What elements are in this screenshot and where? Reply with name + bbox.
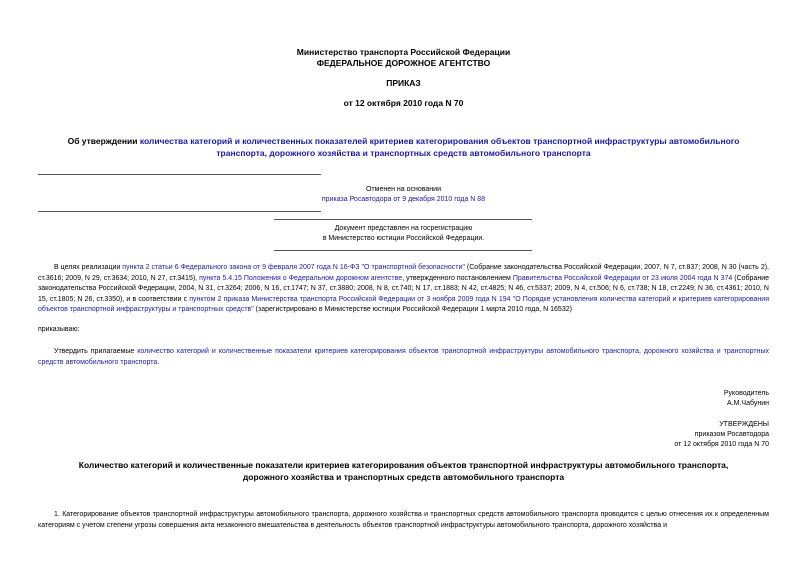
signature-role: Руководитель [723, 390, 769, 397]
preamble-link-order[interactable]: пунктом 2 приказа Министерства транспорта Российской Федерации от 3 ноября 2009 года N 194 "О Порядке установления количества категорий и критериев категорирования объектов транспортной инфраструктуры и транспортных средств" [38, 295, 769, 314]
preamble-link-regulation[interactable]: пункта 5.4.15 Положения о Федеральном дорожном агентстве [199, 274, 403, 282]
signature-name: А.М.Чабунин [727, 400, 769, 407]
cancel-notice [266, 185, 541, 205]
registration-notice-line2: в Министерство юстиции Российской Федерации. [322, 235, 485, 242]
divider-line [274, 219, 532, 220]
approved-line1: УТВЕРЖДЕНЫ [719, 421, 769, 428]
ministry-name: Министерство транспорта Российской Федерации [296, 47, 511, 57]
approve-link[interactable]: количество категорий и количественные показатели критериев категорирования объектов транспортной инфраструктуры автомобильного транспорта, дорожного хозяйства и транспортных средств автомобильного транспорта [38, 348, 769, 366]
divider-line [274, 250, 532, 251]
document-type: ПРИКАЗ [386, 78, 421, 88]
approve-paragraph [38, 347, 769, 368]
document-title [45, 136, 762, 159]
order-word: приказываю: [38, 326, 80, 333]
section-title: Количество категорий и количественные показатели критериев категорирования объектов транспортной инфраструктуры автомобильного транспорта, дорожного хозяйства и транспортных средств автомобильного транспорта [78, 460, 729, 482]
approved-line3: от 12 октября 2010 года N 70 [674, 441, 769, 448]
preamble-text: , утвержденного постановлением [402, 274, 513, 282]
registration-notice-line1: Документ представлен на госрегистрацию [334, 225, 473, 232]
cancel-notice-text: Отменен на основании [365, 186, 441, 193]
cancel-notice-link[interactable]: приказа Росавтодора от 9 декабря 2010 года N 88 [321, 196, 486, 203]
document-date-number: от 12 октября 2010 года N 70 [343, 98, 464, 108]
preamble-text: В целях реализации [54, 264, 123, 271]
approved-block [674, 420, 769, 450]
preamble-text: (Собрание законодательства Российской Федерации, 2007, N 7, ст.837; 2008, N 30 (часть 2), ст.3616; 2009, N 29, ст.3634; 2010, N 27, ст.3415), [38, 264, 769, 282]
approve-text: . [157, 358, 160, 366]
preamble-link-resolution[interactable]: Правительства Российской Федерации от 23 июля 2004 года N 374 [512, 274, 733, 282]
title-link[interactable]: количества категорий и количественных показателей критериев категорирования объектов транспортной инфраструктуры автомобильного транспорта, дорожного хозяйства и транспортных средств автомобильного транспорта [139, 136, 740, 158]
preamble-link-law[interactable]: пункта 2 статьи 6 Федерального закона от 9 февраля 2007 года N 16-ФЗ "О транспортной безопасности" [122, 264, 465, 271]
title-prefix: Об утверждении [67, 136, 140, 146]
divider-line [38, 174, 321, 175]
signature-block [724, 389, 769, 409]
clause-1: 1. Категорирование объектов транспортной инфраструктуры автомобильного транспорта, дорожного хозяйства и транспортных средств автомобильного транспорта проводится с целью отнесения их к определенным категориям с учетом степени угрозы совершения акта незаконного вмешательства в деятельность объектов транспортной инфраструктуры автомобильного транспорта, дорожного хозяйства и [38, 511, 769, 529]
preamble-text: (зарегистрировано в Министерстве юстиции Российской Федерации 1 марта 2010 года, N 16532) [253, 306, 572, 314]
agency-name: ФЕДЕРАЛЬНОЕ ДОРОЖНОЕ АГЕНТСТВО [316, 58, 491, 68]
approve-text: Утвердить прилагаемые [54, 348, 138, 355]
preamble-text: (Собрание законодательства Российской Федерации, 2004, N 31, ст.3264; 2006, N 16, ст.1747; N 37, ст.3880; 2008, N 8, ст.740; N 17, ст.1883; N 42, ст.4825; N 46, ст.5337; 2009, N 4, ст.506; N 6, ст.738; N 18, ст.2249; N 36, ст.4361; 2010, N 15, ст.1805; N 26, ст.3350), и в соответствии с [38, 274, 769, 303]
registration-notice [266, 224, 541, 244]
approved-line2: приказом Росавтодора [694, 431, 769, 438]
preamble-paragraph [38, 263, 769, 316]
divider-line [38, 211, 321, 212]
